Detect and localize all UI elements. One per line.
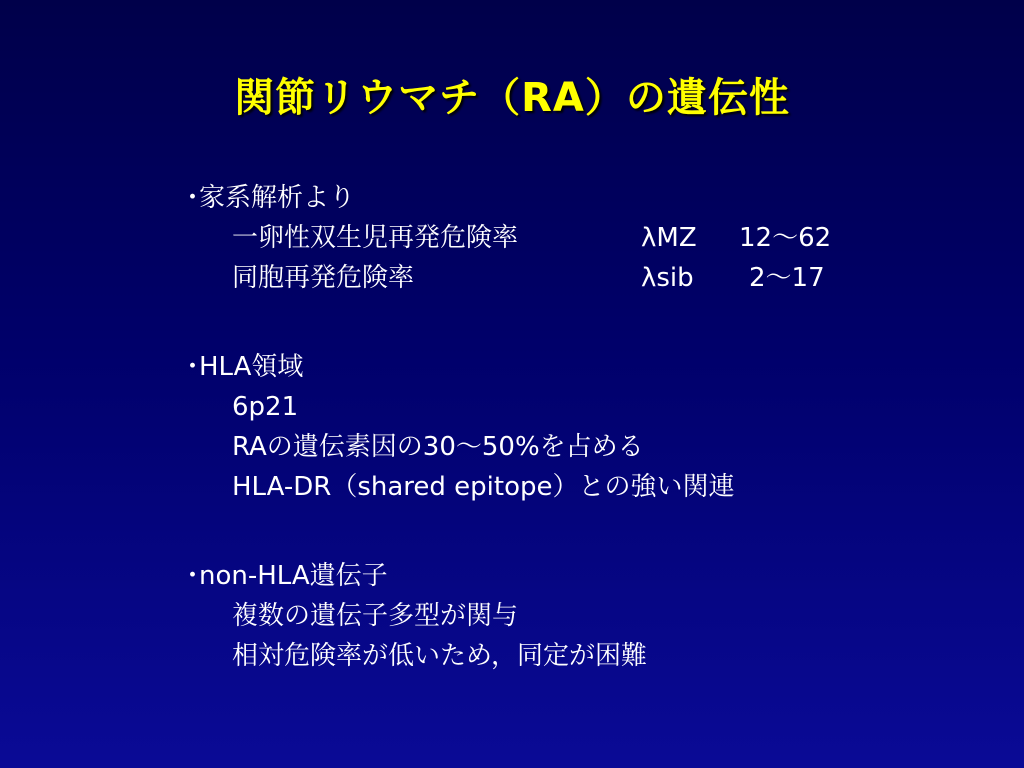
list-item: 相対危険率が低いため，同定が困難 — [232, 641, 647, 671]
list-item: 複数の遺伝子多型が関与 — [232, 601, 519, 631]
risk-label: 一卵性双生児再発危険率 — [232, 223, 519, 253]
risk-symbol: λMZ — [641, 223, 697, 253]
section-heading-hla: ･HLA領域 — [186, 352, 304, 382]
list-item: HLA-DR（shared epitope）との強い関連 — [232, 472, 735, 502]
slide-content — [186, 178, 832, 676]
risk-label: 同胞再発危険率 — [232, 263, 415, 293]
section-heading-non-hla: ･non-HLA遺伝子 — [186, 561, 388, 591]
list-item-mz-risk — [186, 218, 832, 258]
section-heading-family-analysis: ･家系解析より — [186, 183, 356, 213]
list-item: RAの遺伝素因の30～50%を占める — [232, 432, 644, 462]
list-item-sib-risk — [186, 258, 825, 298]
risk-value: 2～17 — [749, 263, 825, 293]
risk-symbol: λsib — [641, 263, 694, 293]
slide-title: 関節リウマチ（RA）の遺伝性 — [234, 75, 790, 121]
list-item: 6p21 — [232, 392, 299, 422]
risk-value: 12～62 — [739, 223, 832, 253]
